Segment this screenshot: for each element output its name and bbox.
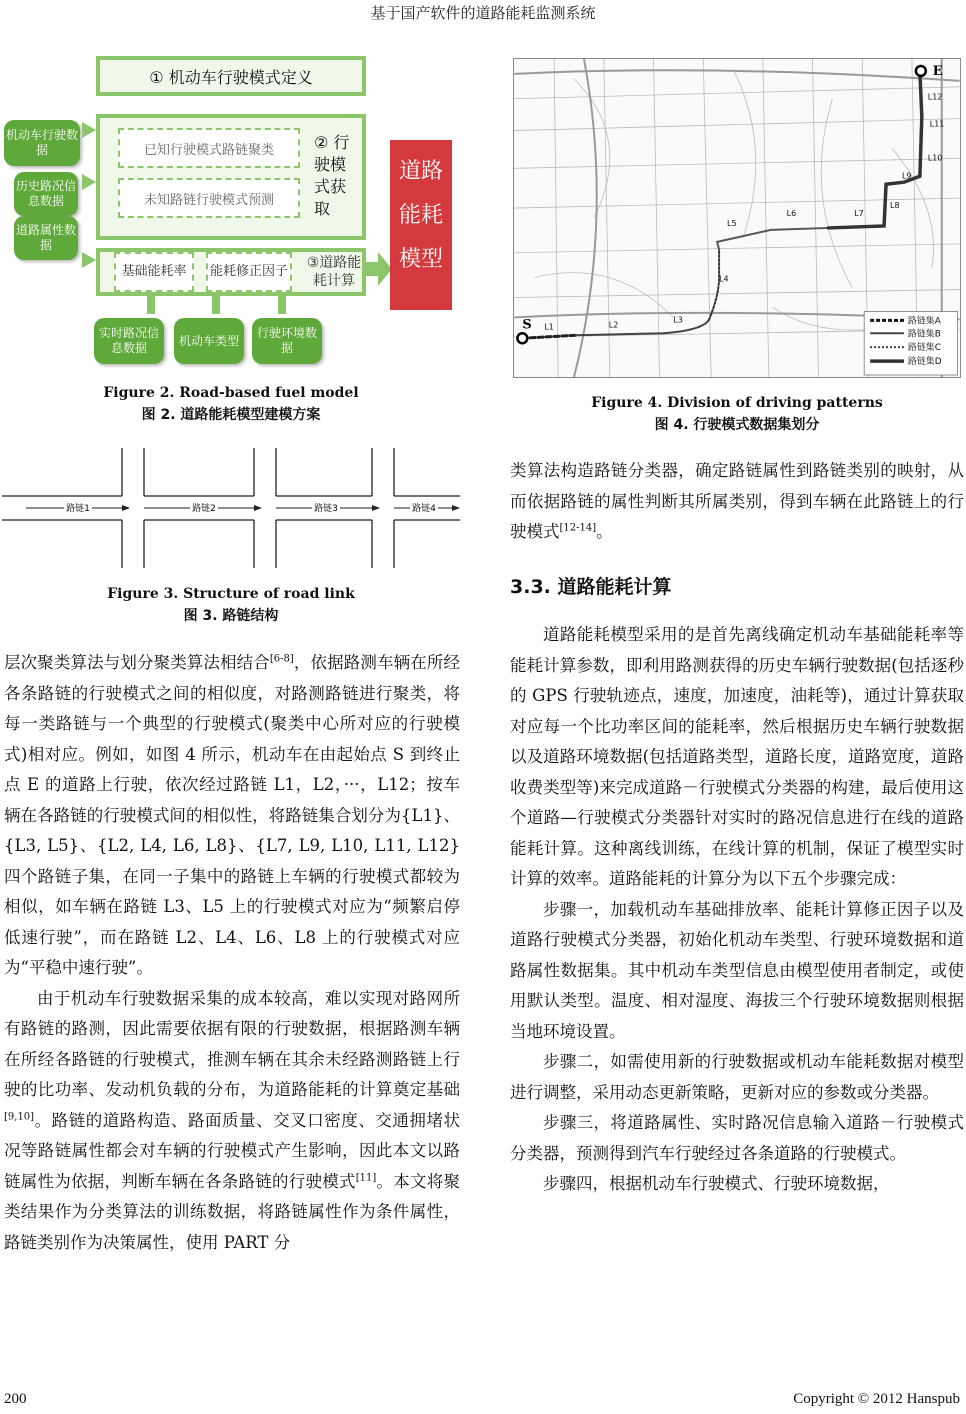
paragraph-data-collection [4,984,460,1259]
vehicle-driving-data-blob: 机动车行驶数据 [4,120,80,166]
page-number: 200 [4,1391,27,1407]
end-point-label: E [932,63,943,79]
link-L11-label: L11 [929,119,945,129]
paragraph-step-3: 步骤三，将道路属性、实时路况信息输入道路－行驶模式分类器，预测得到汽车行驶经过各条道路的行驶模式。 [510,1113,964,1163]
citation: [12-14] [559,522,597,534]
link-L4-label: L4 [719,274,729,284]
figure-3-road-links [2,448,460,568]
section-heading-3-3: 3.3. 道路能耗计算 [510,576,672,598]
legend-set-c: 路链集C [907,343,941,354]
figure-2-diagram [2,52,460,372]
unknown-link-prediction-box: 未知路链行驶模式预测 [118,178,300,218]
link-L3-label: L3 [673,315,683,325]
start-point-marker [517,333,527,343]
citation: [11] [355,1172,377,1183]
citation: [6-8] [269,653,294,665]
link-L7-label: L7 [854,209,864,219]
figure-4-caption-en: Figure 4. Division of driving patterns [591,395,883,411]
figure-3-caption-cn: 图 3. 路链结构 [183,608,279,624]
right-column-text [510,620,964,1200]
driving-mode-definition-box: ① 机动车行驶模式定义 [96,56,366,96]
legend-set-d: 路链集D [907,357,942,368]
paragraph-text: 层次聚类算法与划分聚类算法相结合 [4,653,270,672]
paragraph-classifier [510,456,964,548]
paragraph-text: 。 [596,522,613,541]
road-link-3-label: 路链3 [314,504,338,514]
road-link-2-label: 路链2 [192,504,216,514]
link-L9-label: L9 [901,171,912,181]
figure-4-route-map [513,58,961,378]
paragraph-text: ，依据路测车辆在所经各条路链的行驶模式之间的相似度，对路测路链进行聚类，将每一类路链与一个典型的行驶模式(聚类中心所对应的行驶模式)相对应。例如，如图 4 所示，机动车在由起始点 S 到终止点 E 的道路上行驶，依次经过路链 L1，L2，···，L12；按车辆在各路链的行驶模式间的相似性，将路链集合划分为{L1}、{L3, L5}、{L2, L4, L6, L8}、{L7, L9, L10, L11, L12}四个路链子集，在同一子集中的路链上车辆的行驶模式都较为相似，如车辆在路链 L3、L5 上的行驶模式对应为“频繁启停低速行驶”，而在路链 L2、L4、L6、L8 上的行驶模式对应为“平稳中速行驶”。 [4,653,461,977]
road-attribute-data-blob: 道路属性数据 [14,216,78,260]
paragraph-clustering [4,648,460,984]
start-point-label: S [522,317,532,333]
figure-4-caption-cn: 图 4. 行驶模式数据集划分 [654,417,820,433]
road-link-4-label: 路链4 [412,504,436,514]
vehicle-type-blob: 机动车类型 [174,318,244,364]
running-head: 基于国产软件的道路能耗监测系统 [370,4,596,22]
link-L10-label: L10 [927,153,943,163]
paragraph-step-2: 步骤二，如需使用新的行驶数据或机动车能耗数据对模型进行调整，采用动态更新策略，更新对应的参数或分类器。 [510,1052,964,1102]
copyright-notice: Copyright © 2012 Hanspub [793,1391,960,1407]
known-link-clustering-box: 已知行驶模式路链聚类 [118,128,300,168]
realtime-traffic-data-blob: 实时路况信息数据 [94,318,164,364]
road-link-1-label: 路链1 [66,504,90,514]
road-energy-calc-label: ③道路能耗计算 [306,255,362,289]
legend-set-a: 路链集A [907,316,941,327]
link-L1-label: L1 [544,322,554,332]
paragraph-model-overview: 道路能耗模型采用的是首先离线确定机动车基础能耗率等能耗计算参数，即利用路测获得的历史车辆行驶数据(包括逐秒的 GPS 行驶轨迹点，速度，加速度，油耗等)，通过计算获取对应每一个比功率区间的能耗率，然后根据历史车辆行驶数据以及道路环境数据(包括道路类型，道路长度，道路宽度，道路收费类型等)来完成道路－行驶模式分类器的构建，最后使用这个道路—行驶模式分类器针对实时的路况信息进行在线的道路能耗计算。这种离线训练，在线计算的机制，保证了模型实时计算的效率。道路能耗的计算分为以下五个步骤完成： [510,625,964,888]
paragraph-step-1: 步骤一，加载机动车基础排放率、能耗计算修正因子以及道路行驶模式分类器，初始化机动车类型、行驶环境数据和道路属性数据集。其中机动车类型信息由模型使用者制定，或使用默认类型。温度、相对湿度、海拔三个行驶环境数据则根据当地环境设置。 [510,899,964,1041]
paragraph-text: 类算法构造路链分类器，确定路链属性到路链类别的映射，从而依据路链的属性判断其所属类别，得到车辆在此路链上的行驶模式 [510,461,964,541]
end-point-marker [916,66,926,76]
link-L12-label: L12 [927,92,943,102]
legend-set-b: 路链集B [907,329,941,340]
citation: [9,10] [4,1111,35,1122]
paragraph-text: 由于机动车行驶数据采集的成本较高，难以实现对路网所有路链的路测，因此需要依据有限的行驶数据，根据路测车辆在所经各路链的行驶模式，推测车辆在其余未经路测路链上行驶的比功率、发动机负载的分布，为道路能耗的计算奠定基础 [4,988,460,1099]
paragraph-step-4: 步骤四，根据机动车行驶模式、行驶环境数据， [543,1174,890,1193]
link-L6-label: L6 [786,209,797,219]
base-energy-rate-box: 基础能耗率 [114,252,194,292]
correction-factor-box: 能耗修正因子 [206,252,292,292]
driving-environment-data-blob: 行驶环境数据 [252,318,322,364]
figure-2-caption-cn: 图 2. 道路能耗模型建模方案 [141,407,321,423]
link-L5-label: L5 [727,218,737,228]
figure-2-caption-en: Figure 2. Road-based fuel model [103,385,359,401]
right-column-text-top [510,456,964,548]
paragraph-text: 。路链的道路构造、路面质量、交叉口密度、交通拥堵状况等路链属性都会对车辆的行驶模式产生影响，因此本文以路链属性为依据，判断车辆在各条路链的行驶模式 [4,1110,460,1191]
historical-traffic-data-blob: 历史路况信息数据 [14,172,78,216]
paragraph-text: 。本文将聚类结果作为分类算法的训练数据，将路链属性作为条件属性，路链类别作为决策属性，使用 PART 分 [4,1171,461,1252]
figure-3-caption-en: Figure 3. Structure of road link [107,586,355,602]
link-L2-label: L2 [608,320,619,330]
road-energy-model-box: 道路能耗模型 [390,140,452,310]
map-legend [864,311,957,375]
link-L8-label: L8 [890,201,900,211]
driving-mode-acquisition-label: ② 行驶模式获取 [314,133,350,218]
left-column-text [4,648,460,1258]
